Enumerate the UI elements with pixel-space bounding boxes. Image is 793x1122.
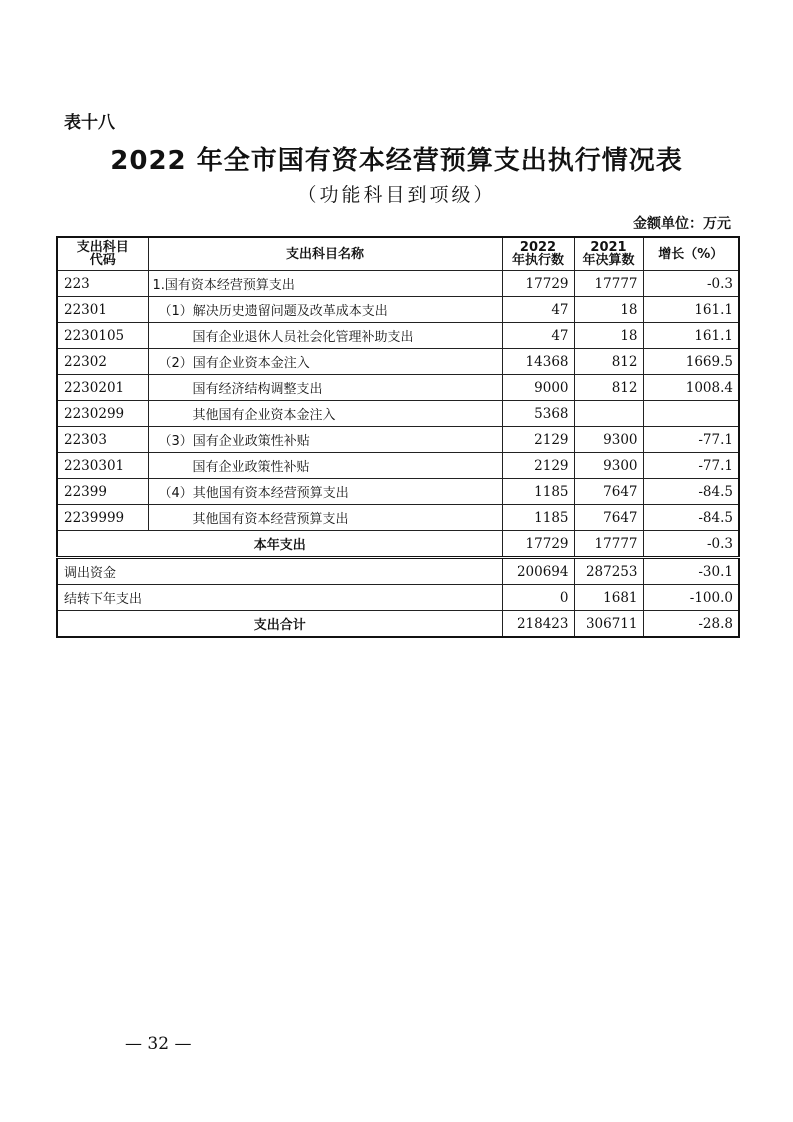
row-name: 其他国有企业资本金注入 (148, 401, 502, 427)
table-row (57, 453, 739, 479)
row-growth (643, 401, 739, 427)
row-code: 2230105 (57, 323, 148, 349)
total-label: 支出合计 (57, 611, 502, 638)
row-2022: 5368 (502, 401, 574, 427)
table-row (57, 427, 739, 453)
table-row (57, 271, 739, 297)
table-row (57, 375, 739, 401)
row-code: 2239999 (57, 505, 148, 531)
row-growth: -84.5 (643, 505, 739, 531)
table-row (57, 479, 739, 505)
row-2022: 14368 (502, 349, 574, 375)
transfer-out-row (57, 558, 739, 585)
row-code: 22301 (57, 297, 148, 323)
row-2021: 18 (574, 323, 643, 349)
row-name: 其他国有资本经营预算支出 (148, 505, 502, 531)
row-2022: 2129 (502, 453, 574, 479)
table-row (57, 401, 739, 427)
page-title: 2022 年全市国有资本经营预算支出执行情况表 (110, 146, 683, 176)
header-growth: 增长（%） (643, 237, 739, 271)
current-year-growth: -0.3 (643, 531, 739, 558)
unit-note: 金额单位：万元 (633, 216, 731, 232)
row-2022: 47 (502, 297, 574, 323)
row-name: 国有经济结构调整支出 (148, 375, 502, 401)
row-growth: 161.1 (643, 323, 739, 349)
row-2022: 2129 (502, 427, 574, 453)
row-name: （1）解决历史遗留问题及改革成本支出 (148, 297, 502, 323)
carry-forward-growth: -100.0 (643, 585, 739, 611)
row-growth: 1669.5 (643, 349, 739, 375)
current-year-row (57, 531, 739, 558)
row-2021: 7647 (574, 505, 643, 531)
row-name: （2）国有企业资本金注入 (148, 349, 502, 375)
row-name: （4）其他国有资本经营预算支出 (148, 479, 502, 505)
row-2022: 1185 (502, 505, 574, 531)
carry-forward-label: 结转下年支出 (57, 585, 502, 611)
row-2021: 18 (574, 297, 643, 323)
row-2022: 9000 (502, 375, 574, 401)
transfer-out-growth: -30.1 (643, 558, 739, 585)
row-name: 国有企业政策性补贴 (148, 453, 502, 479)
row-2021: 7647 (574, 479, 643, 505)
row-2021 (574, 401, 643, 427)
transfer-out-label: 调出资金 (57, 558, 502, 585)
row-growth: 1008.4 (643, 375, 739, 401)
row-growth: 161.1 (643, 297, 739, 323)
row-growth: -0.3 (643, 271, 739, 297)
row-2021: 812 (574, 349, 643, 375)
row-2022: 17729 (502, 271, 574, 297)
current-year-2021: 17777 (574, 531, 643, 558)
current-year-2022: 17729 (502, 531, 574, 558)
row-code: 22302 (57, 349, 148, 375)
current-year-label: 本年支出 (57, 531, 502, 558)
row-code: 2230301 (57, 453, 148, 479)
header-code: 支出科目代码 (57, 237, 148, 271)
carry-forward-2022: 0 (502, 585, 574, 611)
page-subtitle: （功能科目到项级） (297, 184, 496, 206)
expenditure-table (56, 236, 740, 638)
row-2022: 47 (502, 323, 574, 349)
row-2021: 812 (574, 375, 643, 401)
row-growth: -77.1 (643, 427, 739, 453)
row-2022: 1185 (502, 479, 574, 505)
header-final-2021: 2021 年决算数 (574, 237, 643, 271)
row-code: 22303 (57, 427, 148, 453)
row-code: 223 (57, 271, 148, 297)
row-name: 1.国有资本经营预算支出 (148, 271, 502, 297)
table-row (57, 323, 739, 349)
row-2021: 9300 (574, 427, 643, 453)
row-2021: 9300 (574, 453, 643, 479)
row-name: 国有企业退休人员社会化管理补助支出 (148, 323, 502, 349)
table-label: 表十八 (64, 113, 115, 133)
row-name: （3）国有企业政策性补贴 (148, 427, 502, 453)
row-code: 22399 (57, 479, 148, 505)
row-code: 2230201 (57, 375, 148, 401)
total-row (57, 611, 739, 638)
header-row (57, 237, 739, 271)
header-exec-2022: 2022 年执行数 (502, 237, 574, 271)
total-2021: 306711 (574, 611, 643, 638)
transfer-out-2021: 287253 (574, 558, 643, 585)
carry-forward-row (57, 585, 739, 611)
carry-forward-2021: 1681 (574, 585, 643, 611)
row-growth: -77.1 (643, 453, 739, 479)
row-growth: -84.5 (643, 479, 739, 505)
table-row (57, 297, 739, 323)
transfer-out-2022: 200694 (502, 558, 574, 585)
table-row (57, 505, 739, 531)
total-growth: -28.8 (643, 611, 739, 638)
table-row (57, 349, 739, 375)
total-2022: 218423 (502, 611, 574, 638)
page-number: — 32 — (125, 1034, 192, 1054)
row-code: 2230299 (57, 401, 148, 427)
row-2021: 17777 (574, 271, 643, 297)
header-name: 支出科目名称 (148, 237, 502, 271)
